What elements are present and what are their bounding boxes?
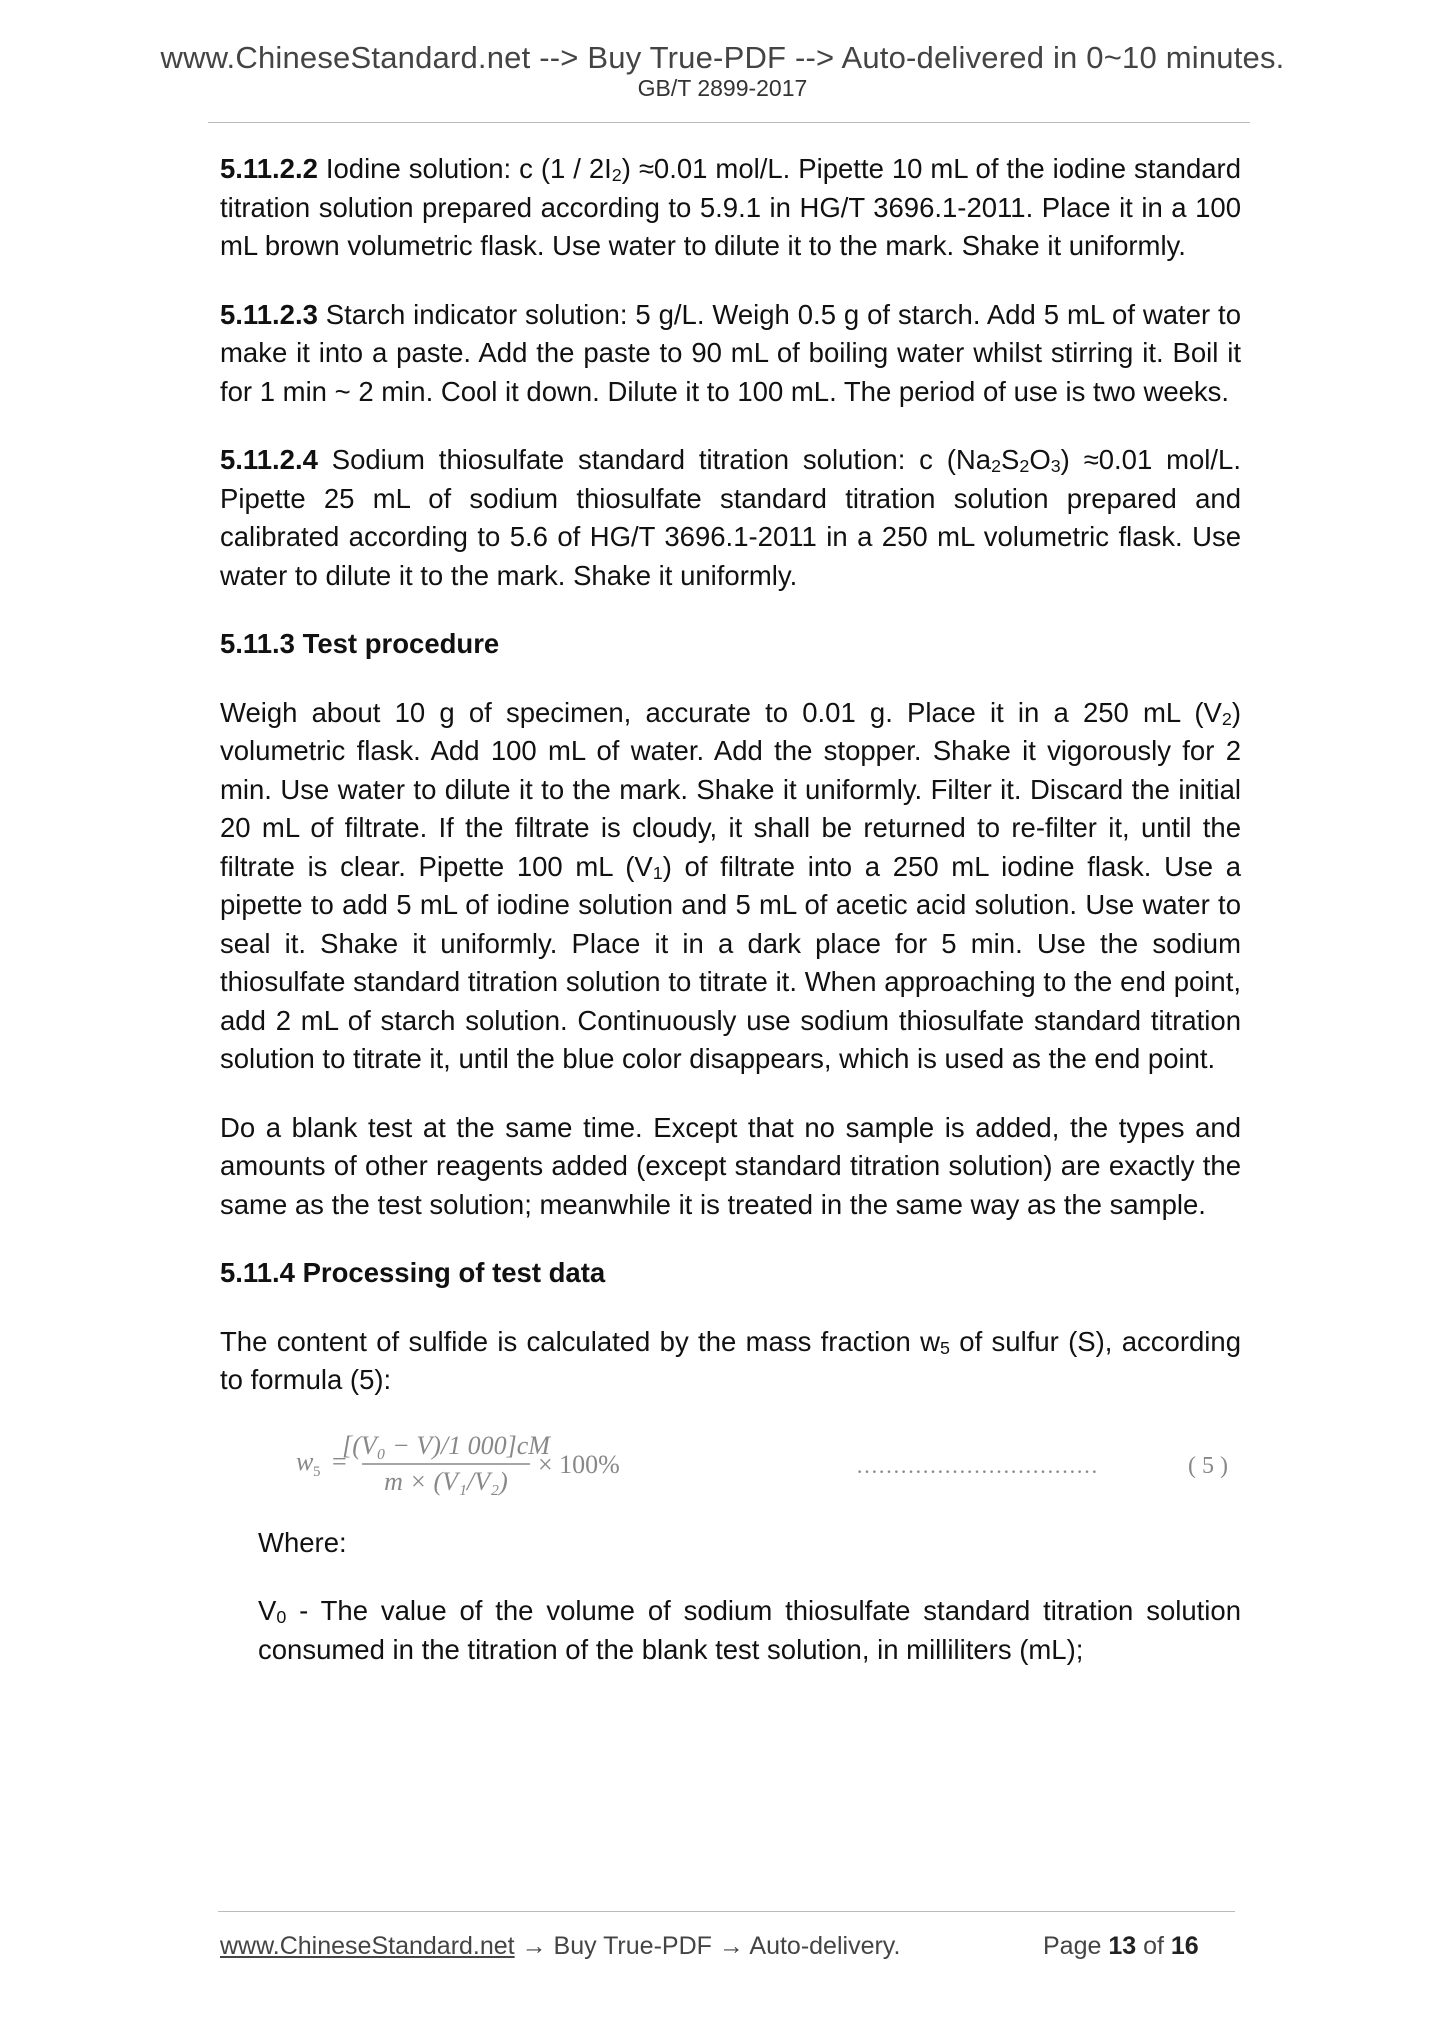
heading-test-procedure: 5.11.3 Test procedure <box>220 628 500 659</box>
formula-lhs: w <box>296 1446 314 1476</box>
heading-processing-data: 5.11.4 Processing of test data <box>220 1257 606 1288</box>
formula-leader-dots: …………………………… <box>856 1452 1098 1478</box>
clause-number: 5.11.2.4 <box>220 444 318 475</box>
where-v0-definition: $V_0$ - The value of the volume of sodium thiosulfate standard titration solution consumed in the titration of the blank test solution, in milliliters (mL); <box>258 1595 1241 1665</box>
formula-numerator: [(V₀ − V)/1 000]cM <box>342 1430 550 1460</box>
footer-link-text: www.ChineseStandard.net → Buy True-PDF → Auto-delivery. <box>220 1932 901 1960</box>
total-pages: 16 <box>1170 1932 1199 1960</box>
clause-number: 5.11.2.2 <box>220 153 318 184</box>
formula-5 <box>220 1426 1241 1496</box>
formula-times-100: × 100% <box>538 1449 620 1479</box>
formula-number: ( 5 ) <box>1188 1452 1228 1479</box>
para-test-procedure: Weigh about 10 g of specimen, accurate to 0.01 g. Place it in a 250 mL $(V_2)$ volumetric flask. Add 100 mL of water. Add the stopper. Shake it vigorously for 2 min. Use water to dilute it to the mark. Shake it uniformly. Filter it. Discard the initial 20 mL of filtrate. If the filtrate is cloudy, it shall be returned to re-filter it, until the filtrate is clear. Pipette 100 mL $(V_1)$ of filtrate into a 250 mL iodine flask. Use a pipette to add 5 mL of iodine solution and 5 mL of acetic acid solution. Use water to seal it. Shake it uniformly. Place it in a dark place for 5 min. Use the sodium thiosulfate standard titration solution to titrate it. When approaching to the end point, add 2 mL of starch solution. Continuously use sodium thiosulfate standard titration solution to titrate it, until the blue color disappears, which is used as the end point. <box>220 696 1242 1074</box>
header-banner: www.ChineseStandard.net --> Buy True-PDF --> Auto-delivered in 0~10 minutes. <box>160 40 1285 75</box>
para-5-11-2-3: 5.11.2.3 Starch indicator solution: 5 g/L. Weigh 0.5 g of starch. Add 5 mL of water to make it into a paste. Add the paste to 90 mL of boiling water whilst stirring it. Boil it for 1 min ~ 2 min. Cool it down. Dilute it to 100 mL. The period of use is two weeks. <box>220 298 1241 407</box>
formula-lhs-sub: 5 <box>313 1463 321 1480</box>
where-label: Where: <box>258 1526 347 1558</box>
standard-number: GB/T 2899-2017 <box>637 75 808 101</box>
header-divider <box>208 122 1250 123</box>
footer-url-link[interactable]: www.ChineseStandard.net <box>220 1932 515 1960</box>
formula-graphic <box>296 1426 1236 1496</box>
formula-denominator: m × (V₁/V₂) <box>384 1466 508 1496</box>
page-indicator: Page 13 of 16 <box>1043 1932 1199 1960</box>
para-sulfide-content: The content of sulfide is calculated by the mass fraction $w_5$ of sulfur (S), according to formula (5): <box>220 1325 1242 1395</box>
formula-equals: = <box>332 1446 347 1476</box>
document-body <box>220 150 1241 1699</box>
para-5-11-2-2: 5.11.2.2 Iodine solution: c $(1 / 2I_2) \approx 0.01$ mol/L. Pipette 10 mL of the iodine standard titration solution prepared according to 5.9.1 in HG/T 3696.1-2011. Place it in a 100 mL brown volumetric flask. Use water to dilute it to the mark. Shake it uniformly. <box>220 153 1241 261</box>
para-blank-test: Do a blank test at the same time. Except that no sample is added, the types and amounts of other reagents added (except standard titration solution) are exactly the same as the test solution; meanwhile it is treated in the same way as the sample. <box>220 1111 1241 1220</box>
clause-number: 5.11.2.3 <box>220 298 318 330</box>
current-page: 13 <box>1108 1932 1137 1960</box>
para-5-11-2-4: 5.11.2.4 Sodium thiosulfate standard titration solution: c $(Na_2S_2O_3) \approx 0.01$ mol/L. Pipette 25 mL of sodium thiosulfate standard titration solution prepared and calibrated according to 5.6 of HG/T 3696.1-2011 in a 250 mL volumetric flask. Use water to dilute it to the mark. Shake it uniformly. <box>220 444 1241 591</box>
footer-divider <box>218 1911 1235 1912</box>
